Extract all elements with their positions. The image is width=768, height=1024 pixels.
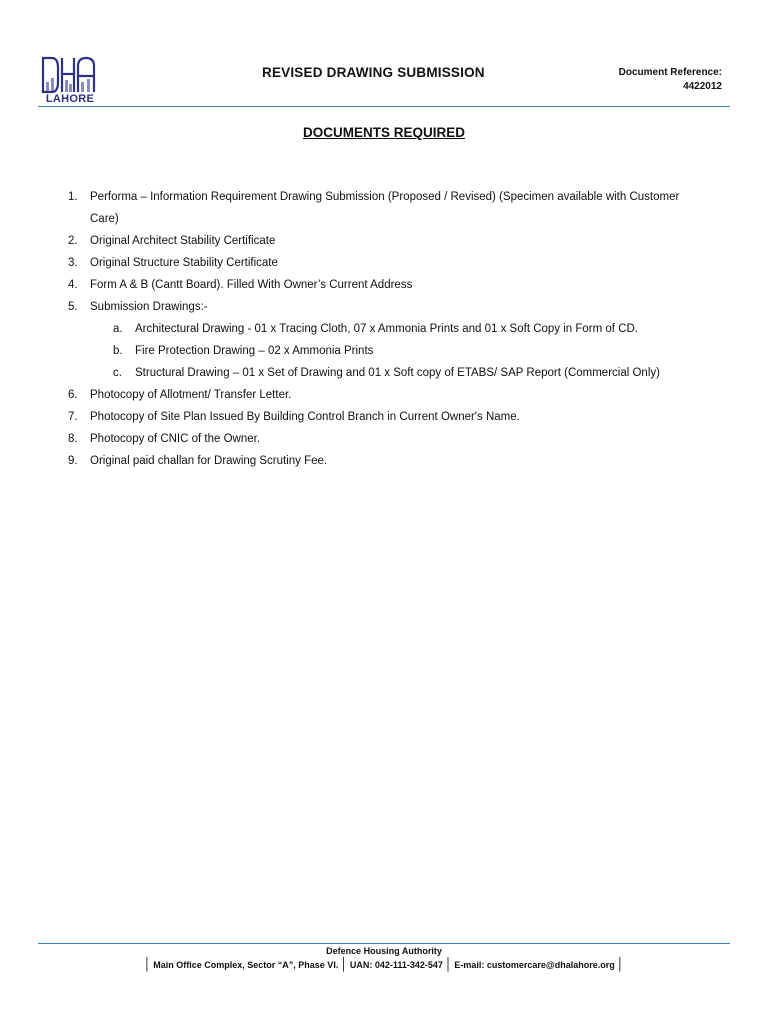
item-text: Photocopy of Site Plan Issued By Building Control Branch in Current Owner's Name. bbox=[90, 411, 520, 423]
document-reference bbox=[619, 66, 722, 94]
item-number: 3. bbox=[68, 257, 78, 269]
footer-separator: │ bbox=[616, 957, 625, 971]
footer-address: Main Office Complex, Sector “A”, Phase VI. bbox=[153, 960, 339, 970]
sub-item-letter: c. bbox=[113, 367, 122, 379]
item-text: Performa – Information Requirement Drawing Submission (Proposed / Revised) (Specimen available with Customer Care) bbox=[90, 191, 680, 225]
list-item bbox=[0, 252, 768, 274]
reference-number: 4422012 bbox=[683, 81, 722, 92]
item-number: 8. bbox=[68, 433, 78, 445]
item-text: Submission Drawings:- bbox=[90, 301, 208, 313]
document-title: REVISED DRAWING SUBMISSION bbox=[262, 65, 485, 80]
footer-separator: │ bbox=[444, 957, 453, 971]
item-text: Original Architect Stability Certificate bbox=[90, 235, 276, 247]
footer-separator: │ bbox=[340, 957, 348, 971]
list-item bbox=[0, 428, 768, 450]
item-text: Original Structure Stability Certificate bbox=[90, 257, 278, 269]
sub-list-item bbox=[0, 318, 768, 340]
item-text: Photocopy of CNIC of the Owner. bbox=[90, 433, 261, 445]
sub-item-letter: b. bbox=[113, 345, 123, 357]
list-item bbox=[0, 296, 768, 318]
item-number: 9. bbox=[68, 455, 78, 467]
footer-uan: UAN: 042-111-342-547 bbox=[349, 960, 443, 970]
header-divider bbox=[38, 106, 730, 107]
sub-item-text: Structural Drawing – 01 x Set of Drawing and 01 x Soft copy of ETABS/ SAP Report (Commercial Only) bbox=[135, 367, 660, 379]
item-number: 6. bbox=[68, 389, 78, 401]
footer-separator: │ bbox=[143, 957, 152, 971]
list-item bbox=[0, 406, 768, 428]
item-text: Photocopy of Allotment/ Transfer Letter. bbox=[90, 389, 292, 401]
item-text: Original paid challan for Drawing Scrutiny Fee. bbox=[90, 455, 328, 467]
footer-email: E-mail: customercare@dhalahore.org bbox=[454, 960, 615, 970]
sub-item-text: Architectural Drawing - 01 x Tracing Cloth, 07 x Ammonia Prints and 01 x Soft Copy in Form of CD. bbox=[135, 323, 639, 335]
item-text: Form A & B (Cantt Board). Filled With Owner’s Current Address bbox=[90, 279, 413, 291]
documents-list bbox=[0, 186, 768, 472]
section-title: DOCUMENTS REQUIRED bbox=[302, 125, 465, 140]
list-item bbox=[0, 450, 768, 472]
footer-organization: Defence Housing Authority bbox=[326, 946, 442, 956]
list-item bbox=[0, 230, 768, 252]
list-item bbox=[0, 186, 768, 230]
item-number: 7. bbox=[68, 411, 78, 423]
sub-list-item bbox=[0, 340, 768, 362]
reference-label: Document Reference: bbox=[618, 67, 722, 78]
footer-contact bbox=[0, 957, 768, 971]
sub-item-text: Fire Protection Drawing – 02 x Ammonia Prints bbox=[135, 345, 374, 357]
item-number: 2. bbox=[68, 235, 78, 247]
list-item bbox=[0, 384, 768, 406]
sub-list-item bbox=[0, 362, 768, 384]
item-number: 4. bbox=[68, 279, 78, 291]
item-number: 5. bbox=[68, 301, 78, 313]
list-item bbox=[0, 274, 768, 296]
logo-text: LAHORE bbox=[45, 93, 95, 105]
sub-item-letter: a. bbox=[113, 323, 123, 335]
footer-divider bbox=[38, 943, 730, 944]
item-number: 1. bbox=[68, 191, 78, 203]
